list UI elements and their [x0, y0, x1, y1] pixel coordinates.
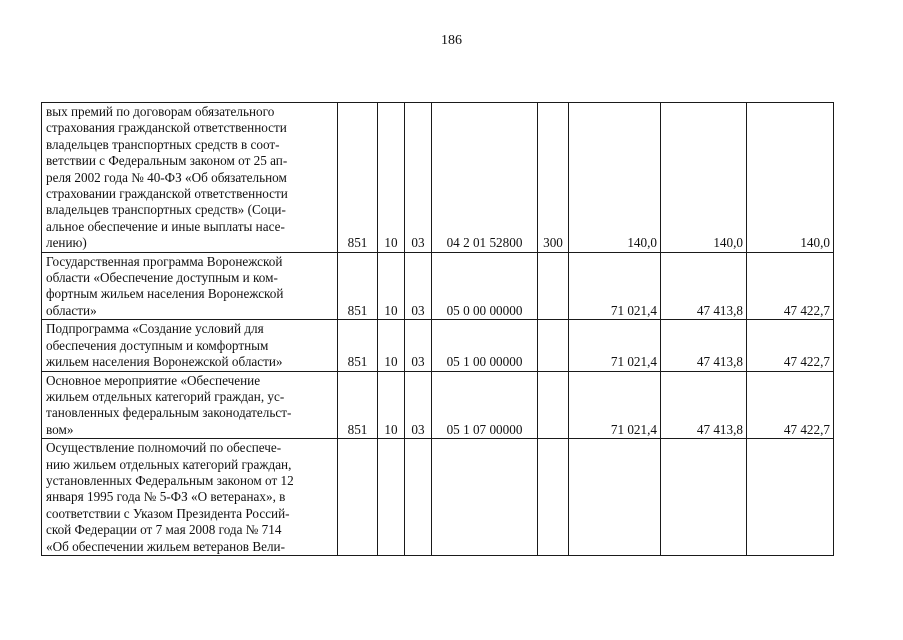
amount-year2-cell: 47 413,8 [661, 320, 747, 371]
grbs-code-cell [338, 439, 378, 556]
amount-year2-cell: 47 413,8 [661, 252, 747, 320]
row-description [42, 439, 338, 556]
row-description [42, 371, 338, 439]
section-code-cell: 10 [378, 252, 405, 320]
amount-year2-cell: 47 413,8 [661, 371, 747, 439]
amount-year1-cell [569, 439, 661, 556]
grbs-code-cell: 851 [338, 320, 378, 371]
target-article-cell: 05 1 00 00000 [432, 320, 538, 371]
description-line: соответствии с Указом Президента Россий- [46, 505, 290, 521]
description-line: области» [46, 302, 97, 318]
target-article-cell: 05 0 00 00000 [432, 252, 538, 320]
description-line: вых премий по договорам обязательного [46, 104, 275, 119]
amount-year3-cell: 47 422,7 [747, 371, 834, 439]
description-line: владельцев транспортных средств в соот- [46, 136, 280, 152]
budget-table [41, 102, 834, 556]
target-article-cell: 05 1 07 00000 [432, 371, 538, 439]
expense-type-cell [538, 252, 569, 320]
description-line: Государственная программа Воронежской [46, 253, 283, 269]
amount-year3-cell: 140,0 [747, 103, 834, 253]
amount-year2-cell: 140,0 [661, 103, 747, 253]
subsection-code-cell: 03 [405, 252, 432, 320]
row-description [42, 252, 338, 320]
description-line: ветствии с Федеральным законом от 25 ап- [46, 153, 288, 169]
description-line: обеспечения доступным и комфортным [46, 337, 269, 353]
page-number: 186 [441, 33, 462, 48]
table-row [42, 252, 834, 320]
description-line: установленных Федеральным законом от 12 [46, 472, 294, 488]
table-row [42, 320, 834, 371]
subsection-code-cell: 03 [405, 320, 432, 371]
description-line: вом» [46, 421, 74, 437]
table-body [42, 103, 834, 556]
section-code-cell: 10 [378, 371, 405, 439]
expense-type-cell [538, 439, 569, 556]
description-line: альное обеспечение и иные выплаты насе- [46, 218, 285, 234]
description-line: страховании гражданской ответственности [46, 186, 288, 202]
amount-year1-cell: 140,0 [569, 103, 661, 253]
description-line: владельцев транспортных средств» (Соци- [46, 202, 286, 218]
description-line: января 1995 года № 5-ФЗ «О ветеранах», в [46, 489, 286, 505]
description-line: жильем населения Воронежской области» [46, 354, 283, 370]
section-code-cell: 10 [378, 103, 405, 253]
expense-type-cell [538, 320, 569, 371]
table-row [42, 439, 834, 556]
expense-type-cell: 300 [538, 103, 569, 253]
row-description [42, 103, 338, 253]
description-line: Подпрограмма «Создание условий для [46, 321, 264, 337]
amount-year3-cell: 47 422,7 [747, 252, 834, 320]
description-line: тановленных федеральным законодательст- [46, 405, 292, 421]
description-line: Основное мероприятие «Обеспечение [46, 372, 261, 388]
grbs-code-cell: 851 [338, 252, 378, 320]
description-line: фортным жильем населения Воронежской [46, 286, 284, 302]
description-line: лению) [46, 235, 87, 251]
subsection-code-cell [405, 439, 432, 556]
amount-year1-cell: 71 021,4 [569, 371, 661, 439]
description-line: жильем отдельных категорий граждан, ус- [46, 388, 285, 404]
target-article-cell [432, 439, 538, 556]
section-code-cell [378, 439, 405, 556]
expense-type-cell [538, 371, 569, 439]
section-code-cell: 10 [378, 320, 405, 371]
description-line: реля 2002 года № 40-ФЗ «Об обязательном [46, 169, 287, 185]
table-row [42, 103, 834, 253]
subsection-code-cell: 03 [405, 371, 432, 439]
amount-year1-cell: 71 021,4 [569, 320, 661, 371]
target-article-cell: 04 2 01 52800 [432, 103, 538, 253]
amount-year3-cell: 47 422,7 [747, 320, 834, 371]
grbs-code-cell: 851 [338, 103, 378, 253]
description-line: ской Федерации от 7 мая 2008 года № 714 [46, 522, 282, 538]
amount-year3-cell [747, 439, 834, 556]
description-line: области «Обеспечение доступным и ком- [46, 270, 278, 286]
description-line: нию жильем отдельных категорий граждан, [46, 456, 292, 472]
subsection-code-cell: 03 [405, 103, 432, 253]
grbs-code-cell: 851 [338, 371, 378, 439]
description-line: страхования гражданской ответственности [46, 120, 287, 136]
amount-year2-cell [661, 439, 747, 556]
row-description [42, 320, 338, 371]
description-line: «Об обеспечении жильем ветеранов Вели- [46, 538, 286, 554]
description-line: Осуществление полномочий по обеспече- [46, 440, 282, 456]
amount-year1-cell: 71 021,4 [569, 252, 661, 320]
table-row [42, 371, 834, 439]
